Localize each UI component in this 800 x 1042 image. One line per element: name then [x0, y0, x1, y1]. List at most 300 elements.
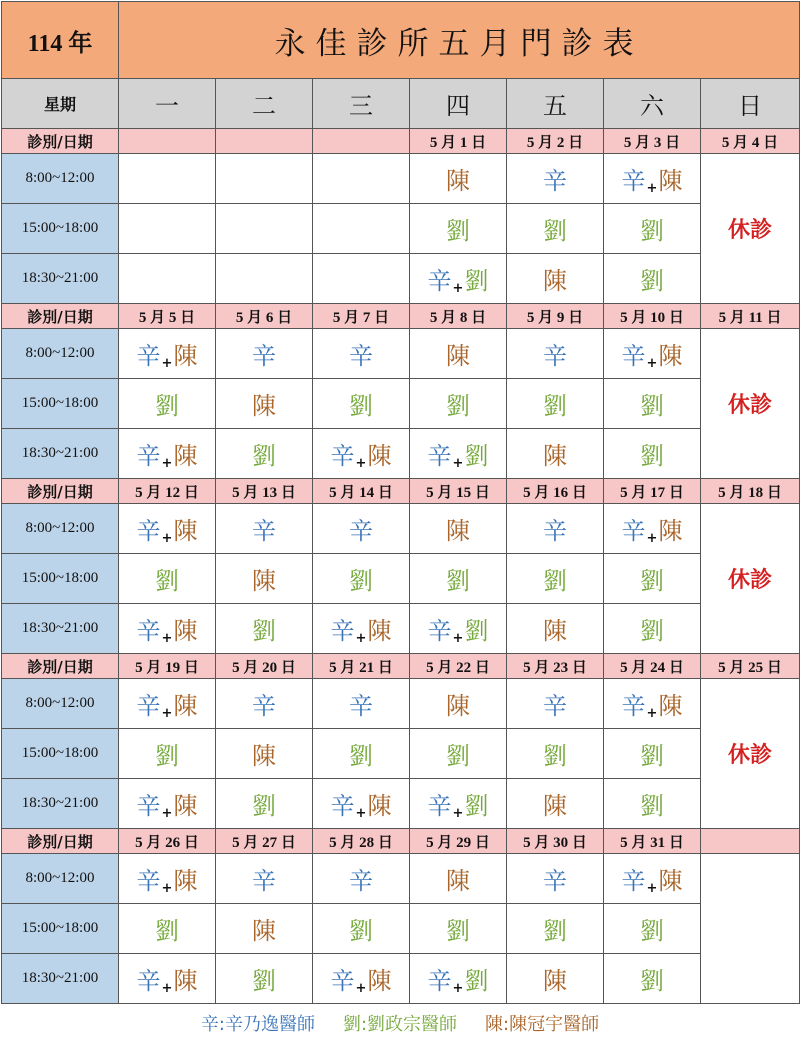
schedule-cell [410, 254, 507, 304]
doctor-code: 陳 [658, 342, 683, 370]
doctor-code: 劉 [252, 967, 276, 995]
weekday-row [2, 79, 800, 129]
doctor-code: 辛 [427, 792, 452, 820]
doctor-code: 劉 [446, 742, 470, 770]
doctor-code: 劉 [349, 917, 373, 945]
doctor-code: 辛 [349, 517, 373, 545]
plus-sign: + [646, 881, 658, 896]
doctor-code: 陳 [446, 517, 470, 545]
schedule-cell [216, 329, 313, 379]
schedule-cell [313, 604, 410, 654]
doctor-code: 陳 [367, 617, 392, 645]
doctor-code: 劉 [349, 392, 373, 420]
doctor-code: 陳 [252, 917, 276, 945]
doctor-code: 劉 [640, 617, 664, 645]
schedule-cell [119, 954, 216, 1004]
schedule-cell [216, 779, 313, 829]
plus-sign: + [161, 706, 173, 721]
sunday-empty [701, 854, 800, 1004]
doctor-code: 辛 [349, 692, 373, 720]
doctor-code: 辛 [543, 167, 567, 195]
plus-sign: + [452, 806, 464, 821]
schedule-cell [507, 854, 604, 904]
slot-row [2, 954, 800, 1004]
schedule-cell [313, 554, 410, 604]
doctor-code: 劉 [464, 442, 489, 470]
doctor-code: 劉 [640, 267, 664, 295]
schedule-cell [216, 379, 313, 429]
schedule-cell [313, 154, 410, 204]
plus-sign: + [646, 356, 658, 371]
clinic-schedule-table [1, 1, 800, 1004]
time-slot-label: 8:00~12:00 [2, 679, 119, 729]
schedule-cell [216, 554, 313, 604]
date-row [2, 129, 800, 154]
date-tue: 5 月 20 日 [216, 654, 313, 679]
schedule-cell [410, 729, 507, 779]
doctor-code: 陳 [543, 792, 567, 820]
schedule-cell [313, 954, 410, 1004]
sunday-closed: 休診 [701, 329, 800, 479]
schedule-cell [507, 904, 604, 954]
date-row-label: 診別/日期 [2, 129, 119, 154]
schedule-cell [119, 504, 216, 554]
schedule-cell [604, 254, 701, 304]
doctor-legend [0, 1012, 800, 1038]
date-thu: 5 月 22 日 [410, 654, 507, 679]
date-sun: 5 月 4 日 [701, 129, 800, 154]
doctor-code: 陳 [367, 442, 392, 470]
legend-item: 辛:辛乃逸醫師 [200, 1014, 315, 1035]
slot-row [2, 329, 800, 379]
doctor-code: 劉 [640, 742, 664, 770]
schedule-cell [119, 379, 216, 429]
schedule-cell [507, 254, 604, 304]
date-wed: 5 月 28 日 [313, 829, 410, 854]
date-thu: 5 月 8 日 [410, 304, 507, 329]
schedule-cell [410, 329, 507, 379]
doctor-code: 辛 [543, 517, 567, 545]
plus-sign: + [161, 531, 173, 546]
time-slot-label: 15:00~18:00 [2, 379, 119, 429]
plus-sign: + [161, 881, 173, 896]
schedule-cell [313, 779, 410, 829]
schedule-cell [410, 954, 507, 1004]
doctor-code: 辛 [427, 617, 452, 645]
doctor-code: 辛 [330, 442, 355, 470]
schedule-cell [119, 554, 216, 604]
date-tue: 5 月 27 日 [216, 829, 313, 854]
date-tue: 5 月 6 日 [216, 304, 313, 329]
date-mon: 5 月 19 日 [119, 654, 216, 679]
doctor-code: 陳 [252, 567, 276, 595]
schedule-cell [119, 204, 216, 254]
schedule-cell [119, 854, 216, 904]
schedule-cell [604, 554, 701, 604]
date-row [2, 479, 800, 504]
slot-row [2, 554, 800, 604]
doctor-code: 辛 [621, 342, 646, 370]
weekday-mon: 一 [119, 79, 216, 129]
slot-row [2, 379, 800, 429]
doctor-code: 劉 [464, 617, 489, 645]
doctor-code: 陳 [173, 342, 198, 370]
date-sun: 5 月 25 日 [701, 654, 800, 679]
doctor-code: 劉 [543, 742, 567, 770]
schedule-cell [507, 504, 604, 554]
schedule-cell [410, 904, 507, 954]
schedule-cell [507, 729, 604, 779]
doctor-code: 陳 [173, 792, 198, 820]
weekday-label: 星期 [2, 79, 119, 129]
date-fri: 5 月 9 日 [507, 304, 604, 329]
doctor-code: 辛 [427, 442, 452, 470]
date-thu: 5 月 15 日 [410, 479, 507, 504]
doctor-code: 陳 [173, 517, 198, 545]
doctor-code: 陳 [173, 692, 198, 720]
date-tue [216, 129, 313, 154]
doctor-code: 陳 [446, 167, 470, 195]
doctor-code: 劉 [464, 967, 489, 995]
sunday-closed: 休診 [701, 154, 800, 304]
schedule-cell [410, 204, 507, 254]
doctor-code: 陳 [658, 692, 683, 720]
slot-row [2, 729, 800, 779]
schedule-cell [313, 904, 410, 954]
schedule-cell [604, 329, 701, 379]
doctor-code: 劉 [349, 742, 373, 770]
doctor-code: 陳 [367, 967, 392, 995]
plus-sign: + [452, 456, 464, 471]
schedule-cell [507, 329, 604, 379]
doctor-code: 劉 [252, 442, 276, 470]
schedule-cell [313, 679, 410, 729]
weekday-fri: 五 [507, 79, 604, 129]
sunday-closed: 休診 [701, 679, 800, 829]
plus-sign: + [161, 806, 173, 821]
doctor-code: 劉 [446, 567, 470, 595]
doctor-code: 辛 [330, 967, 355, 995]
schedule-cell [604, 904, 701, 954]
doctor-code: 辛 [543, 342, 567, 370]
doctor-code: 陳 [252, 742, 276, 770]
date-fri: 5 月 16 日 [507, 479, 604, 504]
schedule-cell [313, 504, 410, 554]
date-wed: 5 月 21 日 [313, 654, 410, 679]
doctor-code: 劉 [640, 392, 664, 420]
time-slot-label: 8:00~12:00 [2, 329, 119, 379]
date-row-label: 診別/日期 [2, 829, 119, 854]
date-row-label: 診別/日期 [2, 304, 119, 329]
doctor-code: 陳 [543, 617, 567, 645]
schedule-cell [604, 379, 701, 429]
schedule-cell [604, 779, 701, 829]
slot-row [2, 854, 800, 904]
schedule-cell [313, 329, 410, 379]
slot-row [2, 904, 800, 954]
plus-sign: + [161, 456, 173, 471]
schedule-cell [313, 204, 410, 254]
doctor-code: 劉 [155, 742, 179, 770]
doctor-code: 劉 [640, 567, 664, 595]
doctor-code: 辛 [136, 967, 161, 995]
doctor-code: 辛 [621, 692, 646, 720]
date-sat: 5 月 3 日 [604, 129, 701, 154]
schedule-cell [216, 504, 313, 554]
doctor-code: 陳 [173, 967, 198, 995]
doctor-code: 陳 [658, 167, 683, 195]
date-row [2, 829, 800, 854]
weekday-thu: 四 [410, 79, 507, 129]
slot-row [2, 604, 800, 654]
schedule-cell [119, 254, 216, 304]
schedule-cell [507, 379, 604, 429]
schedule-cell [216, 154, 313, 204]
doctor-code: 陳 [658, 867, 683, 895]
title-row [2, 2, 800, 79]
schedule-cell [507, 779, 604, 829]
doctor-code: 辛 [621, 167, 646, 195]
doctor-code: 劉 [640, 217, 664, 245]
schedule-cell [216, 854, 313, 904]
date-sat: 5 月 10 日 [604, 304, 701, 329]
date-sat: 5 月 24 日 [604, 654, 701, 679]
schedule-cell [216, 429, 313, 479]
date-sun: 5 月 18 日 [701, 479, 800, 504]
doctor-code: 辛 [543, 867, 567, 895]
schedule-cell [216, 604, 313, 654]
sunday-closed: 休診 [701, 504, 800, 654]
date-row-label: 診別/日期 [2, 654, 119, 679]
plus-sign: + [646, 181, 658, 196]
doctor-code: 辛 [136, 692, 161, 720]
slot-row [2, 154, 800, 204]
doctor-code: 辛 [136, 867, 161, 895]
date-row [2, 304, 800, 329]
schedule-cell [604, 604, 701, 654]
time-slot-label: 8:00~12:00 [2, 154, 119, 204]
schedule-cell [313, 854, 410, 904]
schedule-cell [216, 954, 313, 1004]
doctor-code: 劉 [543, 567, 567, 595]
schedule-cell [216, 254, 313, 304]
schedule-cell [216, 729, 313, 779]
schedule-cell [410, 854, 507, 904]
doctor-code: 辛 [621, 517, 646, 545]
time-slot-label: 15:00~18:00 [2, 729, 119, 779]
slot-row [2, 779, 800, 829]
date-fri: 5 月 23 日 [507, 654, 604, 679]
time-slot-label: 8:00~12:00 [2, 504, 119, 554]
date-sat: 5 月 17 日 [604, 479, 701, 504]
schedule-cell [604, 154, 701, 204]
schedule-cell [410, 554, 507, 604]
weekday-tue: 二 [216, 79, 313, 129]
schedule-cell [410, 154, 507, 204]
schedule-cell [119, 679, 216, 729]
slot-row [2, 504, 800, 554]
schedule-cell [119, 154, 216, 204]
plus-sign: + [355, 631, 367, 646]
schedule-cell [507, 954, 604, 1004]
doctor-code: 辛 [427, 267, 452, 295]
doctor-code: 劉 [640, 917, 664, 945]
schedule-cell [119, 904, 216, 954]
schedule-cell [313, 729, 410, 779]
doctor-code: 辛 [252, 692, 276, 720]
schedule-cell [507, 204, 604, 254]
doctor-code: 陳 [658, 517, 683, 545]
plus-sign: + [452, 281, 464, 296]
doctor-code: 劉 [446, 392, 470, 420]
time-slot-label: 18:30~21:00 [2, 954, 119, 1004]
doctor-code: 辛 [136, 617, 161, 645]
schedule-cell [507, 154, 604, 204]
doctor-code: 劉 [155, 567, 179, 595]
doctor-code: 辛 [543, 692, 567, 720]
doctor-code: 劉 [640, 967, 664, 995]
schedule-cell [507, 679, 604, 729]
schedule-cell [119, 729, 216, 779]
schedule-cell [216, 904, 313, 954]
schedule-cell [410, 429, 507, 479]
slot-row [2, 429, 800, 479]
schedule-cell [119, 779, 216, 829]
date-fri: 5 月 2 日 [507, 129, 604, 154]
plus-sign: + [452, 631, 464, 646]
doctor-code: 辛 [621, 867, 646, 895]
time-slot-label: 15:00~18:00 [2, 904, 119, 954]
time-slot-label: 15:00~18:00 [2, 204, 119, 254]
doctor-code: 陳 [173, 617, 198, 645]
doctor-code: 陳 [543, 967, 567, 995]
schedule-cell [216, 679, 313, 729]
schedule-cell [119, 604, 216, 654]
schedule-cell [216, 204, 313, 254]
schedule-cell [604, 429, 701, 479]
date-thu: 5 月 29 日 [410, 829, 507, 854]
doctor-code: 陳 [173, 442, 198, 470]
time-slot-label: 18:30~21:00 [2, 779, 119, 829]
date-row [2, 654, 800, 679]
doctor-code: 辛 [252, 342, 276, 370]
doctor-code: 劉 [446, 217, 470, 245]
schedule-cell [119, 429, 216, 479]
time-slot-label: 8:00~12:00 [2, 854, 119, 904]
plus-sign: + [355, 806, 367, 821]
schedule-cell [313, 379, 410, 429]
plus-sign: + [161, 356, 173, 371]
doctor-code: 辛 [136, 442, 161, 470]
doctor-code: 辛 [330, 617, 355, 645]
schedule-cell [313, 254, 410, 304]
doctor-code: 劉 [349, 567, 373, 595]
schedule-cell [410, 604, 507, 654]
doctor-code: 陳 [252, 392, 276, 420]
schedule-cell [604, 954, 701, 1004]
doctor-code: 劉 [446, 917, 470, 945]
date-row-label: 診別/日期 [2, 479, 119, 504]
schedule-cell [604, 729, 701, 779]
doctor-code: 辛 [136, 792, 161, 820]
schedule-cell [119, 329, 216, 379]
doctor-code: 陳 [446, 342, 470, 370]
schedule-cell [604, 504, 701, 554]
schedule-cell [410, 679, 507, 729]
date-mon: 5 月 12 日 [119, 479, 216, 504]
date-thu: 5 月 1 日 [410, 129, 507, 154]
time-slot-label: 18:30~21:00 [2, 429, 119, 479]
doctor-code: 劉 [543, 217, 567, 245]
year-label: 114 年 [2, 2, 119, 79]
schedule-cell [604, 679, 701, 729]
date-wed: 5 月 14 日 [313, 479, 410, 504]
doctor-code: 辛 [427, 967, 452, 995]
doctor-code: 辛 [252, 867, 276, 895]
doctor-code: 陳 [543, 442, 567, 470]
doctor-code: 辛 [136, 342, 161, 370]
weekday-wed: 三 [313, 79, 410, 129]
time-slot-label: 15:00~18:00 [2, 554, 119, 604]
schedule-cell [507, 554, 604, 604]
date-tue: 5 月 13 日 [216, 479, 313, 504]
doctor-code: 劉 [640, 792, 664, 820]
page-title: 永佳診所五月門診表 [119, 2, 800, 79]
doctor-code: 辛 [330, 792, 355, 820]
date-sun: 5 月 11 日 [701, 304, 800, 329]
doctor-code: 劉 [252, 792, 276, 820]
time-slot-label: 18:30~21:00 [2, 604, 119, 654]
doctor-code: 劉 [543, 392, 567, 420]
doctor-code: 陳 [446, 867, 470, 895]
schedule-cell [604, 854, 701, 904]
doctor-code: 陳 [367, 792, 392, 820]
doctor-code: 辛 [349, 867, 373, 895]
plus-sign: + [646, 531, 658, 546]
slot-row [2, 204, 800, 254]
doctor-code: 辛 [252, 517, 276, 545]
doctor-code: 劉 [155, 917, 179, 945]
slot-row [2, 254, 800, 304]
schedule-cell [604, 204, 701, 254]
doctor-code: 劉 [543, 917, 567, 945]
doctor-code: 陳 [446, 692, 470, 720]
date-mon: 5 月 26 日 [119, 829, 216, 854]
plus-sign: + [646, 706, 658, 721]
date-sat: 5 月 31 日 [604, 829, 701, 854]
doctor-code: 陳 [543, 267, 567, 295]
date-mon: 5 月 5 日 [119, 304, 216, 329]
plus-sign: + [161, 631, 173, 646]
doctor-code: 陳 [173, 867, 198, 895]
date-wed [313, 129, 410, 154]
time-slot-label: 18:30~21:00 [2, 254, 119, 304]
doctor-code: 劉 [155, 392, 179, 420]
schedule-cell [410, 504, 507, 554]
slot-row [2, 679, 800, 729]
plus-sign: + [355, 456, 367, 471]
weekday-sat: 六 [604, 79, 701, 129]
schedule-cell [410, 779, 507, 829]
plus-sign: + [355, 981, 367, 996]
doctor-code: 劉 [252, 617, 276, 645]
doctor-code: 辛 [136, 517, 161, 545]
schedule-cell [507, 429, 604, 479]
plus-sign: + [452, 981, 464, 996]
doctor-code: 辛 [349, 342, 373, 370]
legend-item: 陳:陳冠宇醫師 [485, 1014, 600, 1035]
schedule-cell [313, 429, 410, 479]
